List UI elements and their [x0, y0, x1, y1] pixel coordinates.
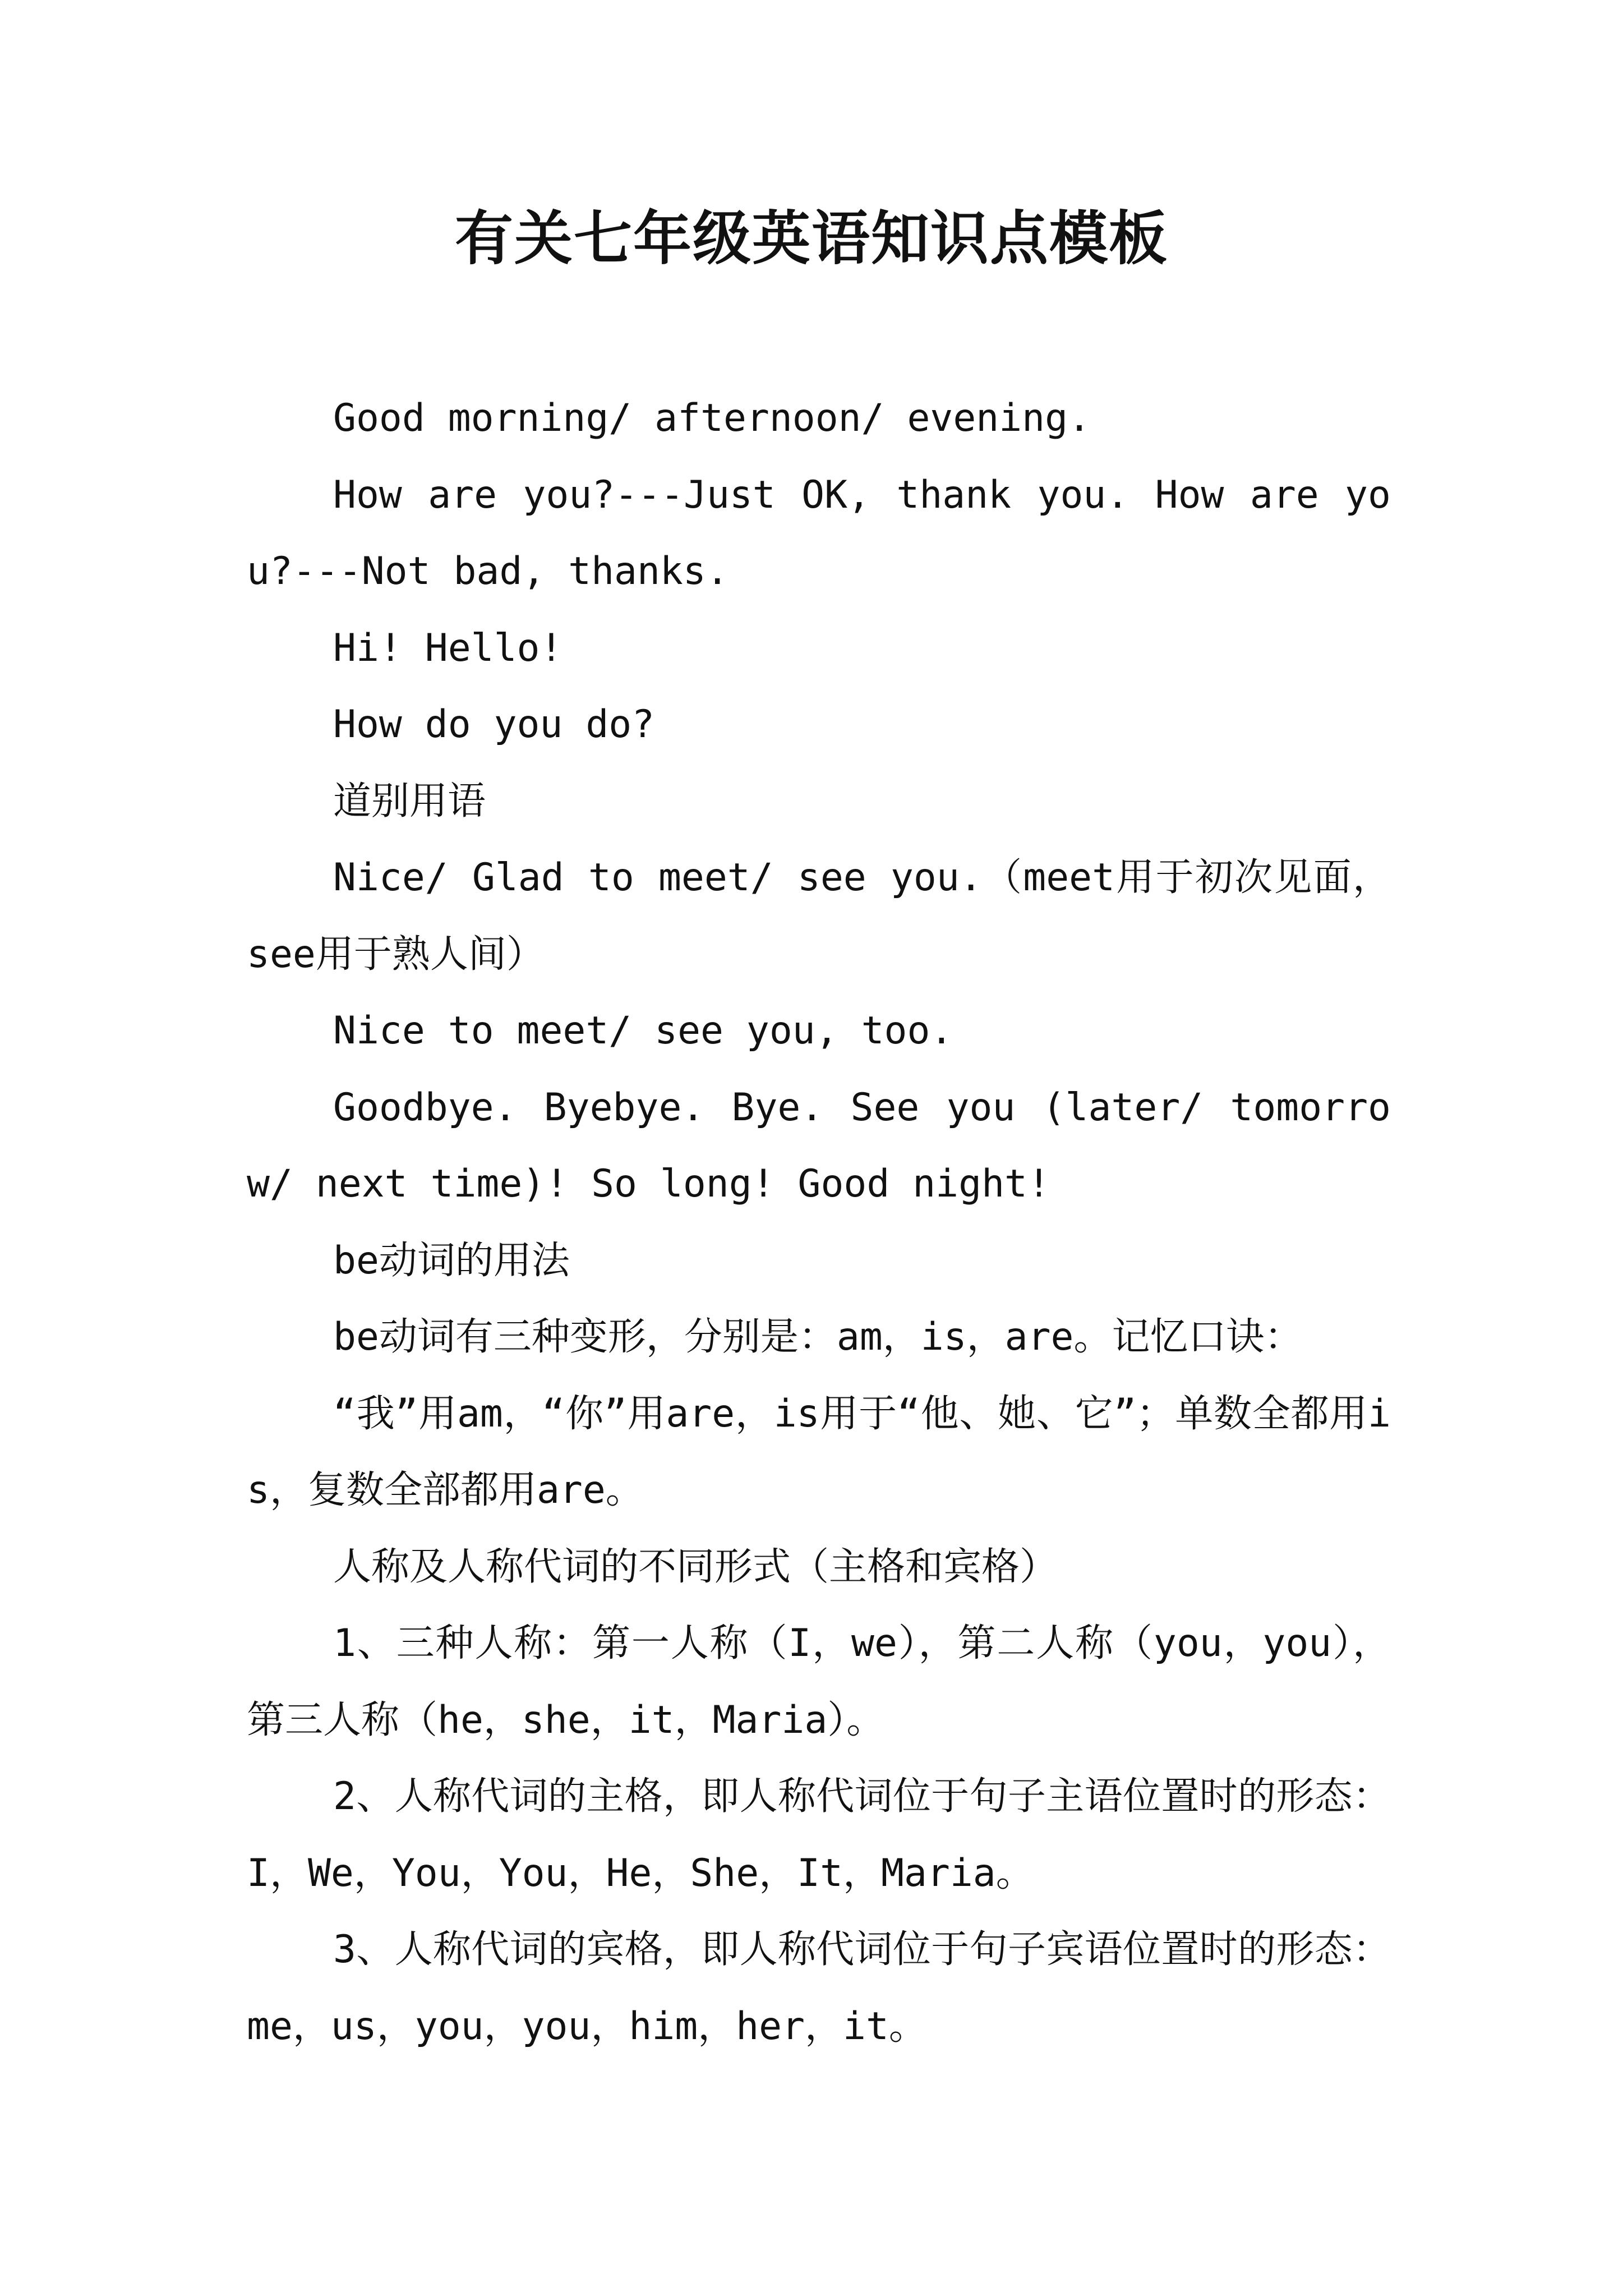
paragraph-hi-hello: Hi! Hello!	[333, 625, 563, 670]
section-heading-farewells: 道别用语	[333, 779, 486, 823]
paragraph-goodbye: Goodbye. Byebye. Bye. See you (later/ tomorrow/ next time)! So long! Good night!	[247, 1085, 1391, 1206]
document-body	[247, 380, 1391, 2065]
paragraph-be-verb-forms: be动词有三种变形，分别是：am，is，are。记忆口诀：	[333, 1315, 1303, 1359]
paragraph-how-do-you-do: How do you do?	[333, 702, 655, 747]
paragraph-object-pronouns: 3、人称代词的宾格，即人称代词位于句子宾语位置时的形态：me，us，you，you，him，her，it。	[247, 1927, 1391, 2049]
paragraph-nice-to-meet: Nice/ Glad to meet/ see you.（meet用于初次见面，see用于熟人间）	[247, 855, 1391, 977]
section-heading-pronouns: 人称及人称代词的不同形式（主格和宾格）	[333, 1544, 1058, 1589]
paragraph-three-persons: 1、三种人称：第一人称（I，we），第二人称（you，you），第三人称（he，she，it，Maria）。	[247, 1621, 1391, 1742]
paragraph-greeting-times: Good morning/ afternoon/ evening.	[333, 396, 1091, 440]
paragraph-nice-to-meet-too: Nice to meet/ see you, too.	[333, 1009, 953, 1053]
section-heading-be-verb: be动词的用法	[333, 1238, 570, 1283]
paragraph-be-verb-rhyme: “我”用am，“你”用are，is用于“他、她、它”；单数全都用is，复数全部都用are。	[247, 1391, 1391, 1512]
paragraph-subject-pronouns: 2、人称代词的主格，即人称代词位于句子主语位置时的形态：I，We，You，You，He，She，It，Maria。	[247, 1774, 1391, 1895]
paragraph-how-are-you: How are you?---Just OK, thank you. How are you?---Not bad, thanks.	[247, 472, 1391, 593]
document-title: 有关七年级英语知识点模板	[454, 204, 1168, 273]
